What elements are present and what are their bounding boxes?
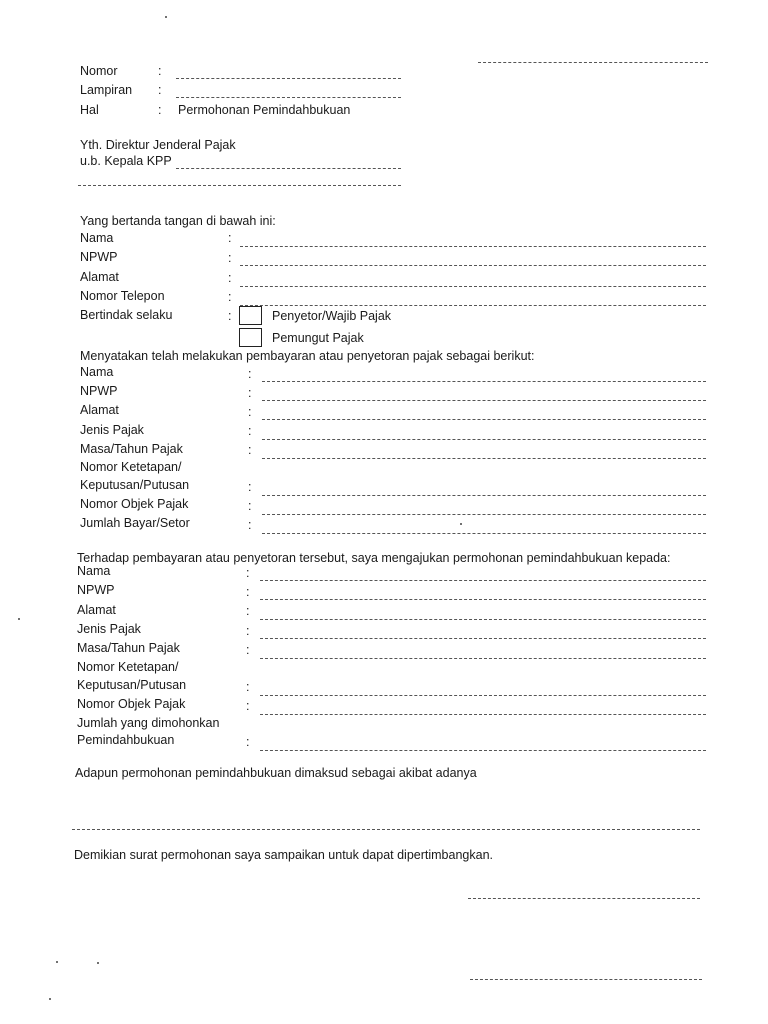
kpp-name-line-2[interactable] (78, 185, 401, 186)
reason-line[interactable] (72, 829, 700, 830)
hal-value: Permohonan Pemindahbukuan (178, 103, 351, 117)
payment-jumlah-line[interactable] (262, 533, 706, 534)
lampiran-field-line[interactable] (176, 97, 401, 98)
recipient-line-2: u.b. Kepala KPP (80, 154, 172, 168)
payment-objek-label: Nomor Objek Pajak (80, 497, 189, 511)
colon: : (158, 83, 162, 97)
transfer-alamat-line[interactable] (260, 619, 706, 620)
colon: : (228, 290, 232, 304)
scan-speck (18, 618, 20, 620)
payment-alamat-line[interactable] (262, 419, 706, 420)
colon: : (246, 735, 250, 749)
transfer-objek-line[interactable] (260, 714, 706, 715)
colon: : (248, 386, 252, 400)
colon: : (246, 604, 250, 618)
payment-npwp-line[interactable] (262, 400, 706, 401)
transfer-jumlah-line[interactable] (260, 750, 706, 751)
penyetor-option-label: Penyetor/Wajib Pajak (272, 309, 392, 323)
colon: : (248, 499, 252, 513)
scan-speck (56, 961, 58, 963)
hal-label: Hal (80, 103, 99, 117)
transfer-jumlah-label: Jumlah yang dimohonkan (77, 716, 220, 730)
recipient-line-1: Yth. Direktur Jenderal Pajak (80, 138, 236, 152)
colon: : (228, 271, 232, 285)
transfer-nama-line[interactable] (260, 580, 706, 581)
payment-keputusan-label: Keputusan/Putusan (80, 478, 190, 492)
payment-nama-line[interactable] (262, 381, 706, 382)
scan-speck (460, 523, 462, 525)
transfer-pemindahbukuan-label: Pemindahbukuan (77, 733, 175, 747)
colon: : (228, 231, 232, 245)
colon: : (246, 566, 250, 580)
payment-jenis-line[interactable] (262, 439, 706, 440)
colon: : (248, 443, 252, 457)
colon: : (246, 585, 250, 599)
applicant-telepon-label: Nomor Telepon (80, 289, 165, 303)
nomor-label: Nomor (80, 64, 118, 78)
applicant-telepon-line[interactable] (240, 305, 706, 306)
colon: : (248, 518, 252, 532)
transfer-keputusan-line[interactable] (260, 695, 706, 696)
payment-alamat-label: Alamat (80, 403, 119, 417)
closing-text: Demikian surat permohonan saya sampaikan untuk dapat dipertimbangkan. (74, 848, 493, 862)
applicant-nama-line[interactable] (240, 246, 706, 247)
colon: : (246, 699, 250, 713)
nomor-field-line[interactable] (176, 78, 401, 79)
colon: : (248, 405, 252, 419)
payment-objek-line[interactable] (262, 514, 706, 515)
scan-speck (165, 16, 167, 18)
colon: : (158, 64, 162, 78)
reason-text: Adapun permohonan pemindahbukuan dimaksud sebagai akibat adanya (75, 766, 477, 780)
colon: : (228, 309, 232, 323)
scan-speck (49, 998, 51, 1000)
transfer-jenis-line[interactable] (260, 638, 706, 639)
transfer-nama-label: Nama (77, 564, 111, 578)
penyetor-checkbox[interactable] (239, 306, 262, 325)
payment-intro: Menyatakan telah melakukan pembayaran atau penyetoran pajak sebagai berikut: (80, 349, 535, 363)
transfer-objek-label: Nomor Objek Pajak (77, 697, 186, 711)
colon: : (248, 480, 252, 494)
scan-speck (97, 962, 99, 964)
place-date-line[interactable] (478, 62, 708, 63)
transfer-masa-label: Masa/Tahun Pajak (77, 641, 180, 655)
applicant-alamat-label: Alamat (80, 270, 119, 284)
colon: : (246, 624, 250, 638)
colon: : (248, 424, 252, 438)
applicant-role-label: Bertindak selaku (80, 308, 173, 322)
colon: : (248, 367, 252, 381)
colon: : (158, 103, 162, 117)
transfer-intro: Terhadap pembayaran atau penyetoran tersebut, saya mengajukan permohonan pemindahbukuan kepada: (77, 551, 671, 565)
signer-name-line[interactable] (470, 979, 702, 980)
pemungut-option-label: Pemungut Pajak (272, 331, 364, 345)
transfer-keputusan-label: Keputusan/Putusan (77, 678, 187, 692)
pemungut-checkbox[interactable] (239, 328, 262, 347)
colon: : (228, 251, 232, 265)
applicant-npwp-label: NPWP (80, 250, 118, 264)
transfer-ketetapan-label: Nomor Ketetapan/ (77, 660, 179, 674)
payment-jenis-label: Jenis Pajak (80, 423, 144, 437)
applicant-nama-label: Nama (80, 231, 114, 245)
lampiran-label: Lampiran (80, 83, 133, 97)
transfer-npwp-line[interactable] (260, 599, 706, 600)
colon: : (246, 680, 250, 694)
payment-masa-label: Masa/Tahun Pajak (80, 442, 183, 456)
payment-ketetapan-label: Nomor Ketetapan/ (80, 460, 182, 474)
colon: : (246, 643, 250, 657)
transfer-alamat-label: Alamat (77, 603, 116, 617)
applicant-intro: Yang bertanda tangan di bawah ini: (80, 214, 276, 228)
payment-masa-line[interactable] (262, 458, 706, 459)
kpp-name-line[interactable] (176, 168, 401, 169)
transfer-masa-line[interactable] (260, 658, 706, 659)
payment-nama-label: Nama (80, 365, 114, 379)
transfer-jenis-label: Jenis Pajak (77, 622, 141, 636)
applicant-alamat-line[interactable] (240, 286, 706, 287)
payment-jumlah-label: Jumlah Bayar/Setor (80, 516, 190, 530)
transfer-npwp-label: NPWP (77, 583, 115, 597)
signature-line[interactable] (468, 898, 700, 899)
payment-npwp-label: NPWP (80, 384, 118, 398)
payment-keputusan-line[interactable] (262, 495, 706, 496)
applicant-npwp-line[interactable] (240, 265, 706, 266)
